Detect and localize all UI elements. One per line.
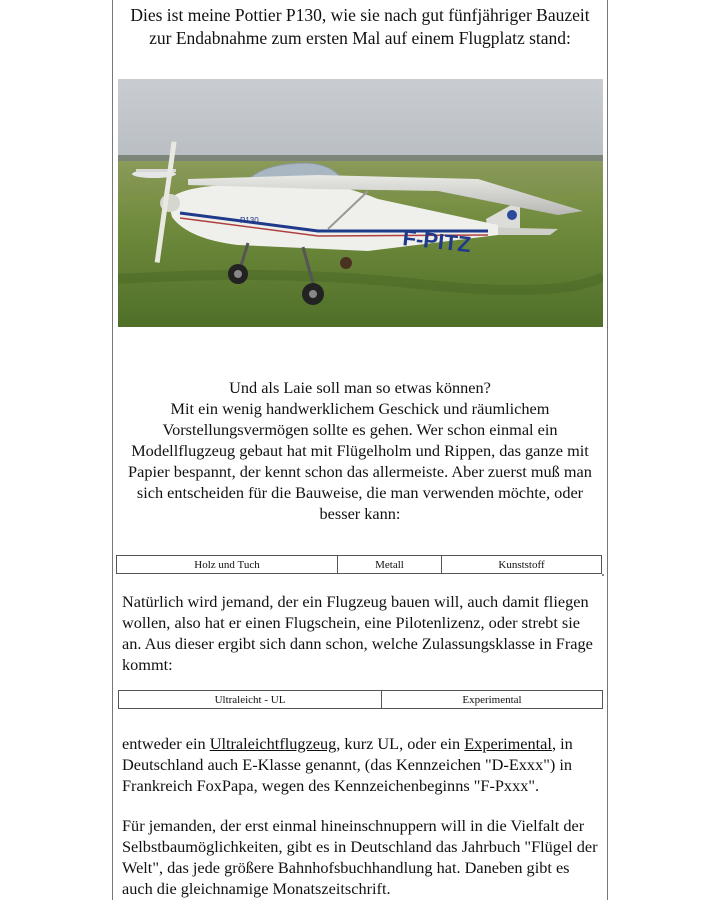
type-mark: P130 (240, 216, 259, 225)
airplane-photo (118, 79, 603, 327)
construction-question (113, 377, 607, 524)
question-line: Papier bespannt, der kennt schon das allermeiste. Aber zuerst muß man (128, 462, 592, 481)
tab-holz-und-tuch[interactable]: Holz und Tuch (117, 556, 338, 574)
license-paragraph: Natürlich wird jemand, der ein Flugzeug bauen will, auch damit fliegen wollen, also hat er einen Flugschein, eine Pilotenlizenz, oder strebt sie an. Aus dieser ergibt sich dann schon, welche Zulassungsklasse in Frage kommt: (122, 592, 593, 674)
class-paragraph-mid: , kurz UL, oder ein (336, 734, 465, 753)
license-class-tabs (118, 690, 603, 709)
intro-caption (113, 4, 607, 50)
separator-dot (602, 574, 604, 576)
question-line: Mit ein wenig handwerklichem Geschick und räumlichem (170, 399, 550, 418)
construction-method-tabs (116, 555, 602, 574)
class-paragraph (122, 733, 600, 796)
question-line: besser kann: (319, 504, 401, 523)
link-ultraleichtflugzeug[interactable]: Ultraleichtflugzeug (209, 734, 337, 753)
pottier-p130-image (118, 79, 603, 327)
yearbook-paragraph: Für jemanden, der erst einmal hineinschnuppern will in die Vielfalt der Selbstbaumöglichkeiten, gibt es in Deutschland das Jahrbuch "Flügel der Welt", das jede größere Bahnhofsbuchhandlung hat. Daneben gibt es auch die gleichnamige Monatszeitschrift. (122, 816, 598, 898)
class-paragraph-pre: entweder ein (122, 734, 210, 753)
link-experimental[interactable]: Experimental (464, 734, 552, 753)
registration-mark: F-PITZ (401, 225, 473, 258)
content-column (112, 0, 608, 900)
intro-line-2: zur Endabnahme zum ersten Mal auf einem Flugplatz stand: (149, 28, 571, 48)
intro-line-1: Dies ist meine Pottier P130, wie sie nach gut fünfjähriger Bauzeit (130, 5, 590, 25)
question-line: Und als Laie soll man so etwas können? (229, 378, 491, 397)
class-paragraph-post: , in Deutschland auch E-Klasse genannt, (das Kennzeichen "D-Exxx") in Frankreich FoxPapa, wegen des Kennzeichenbeginns "F-Pxxx". (122, 734, 573, 795)
question-line: Modellflugzeug gebaut hat mit Flügelholm und Rippen, das ganze mit (131, 441, 589, 460)
question-line: Vorstellungsvermögen sollte es gehen. Wer schon einmal ein (162, 420, 558, 439)
tab-ultraleicht[interactable]: Ultraleicht - UL (119, 691, 382, 709)
tab-metall[interactable]: Metall (338, 556, 442, 574)
tab-experimental[interactable]: Experimental (382, 691, 603, 709)
tab-kunststoff[interactable]: Kunststoff (442, 556, 602, 574)
question-line: sich entscheiden für die Bauweise, die man verwenden möchte, oder (136, 483, 584, 502)
